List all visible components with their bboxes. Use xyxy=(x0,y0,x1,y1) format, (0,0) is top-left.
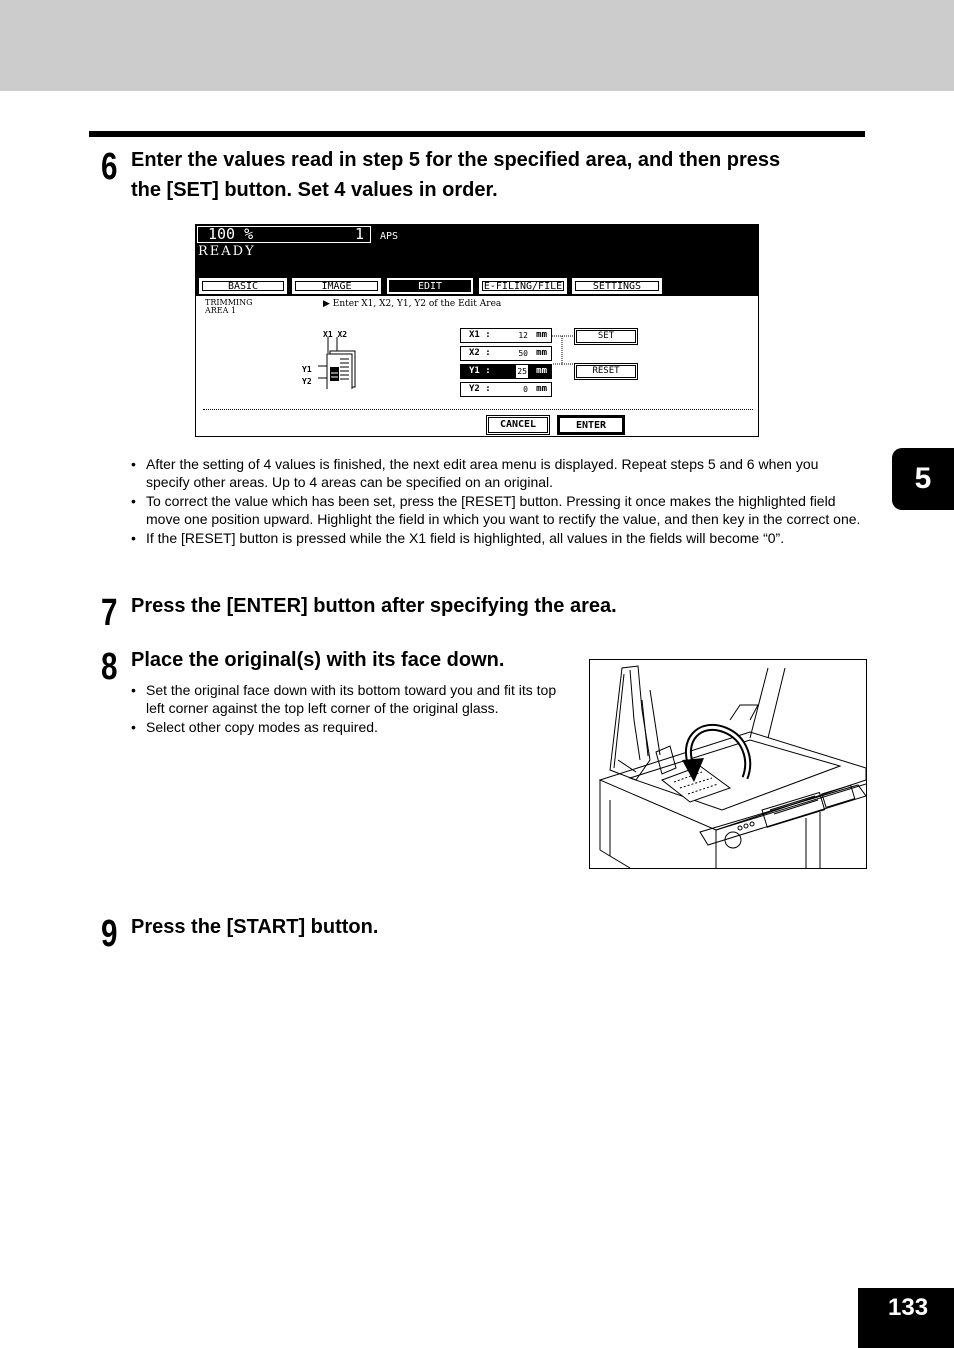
copy-count: 1 xyxy=(354,225,364,243)
field-y1-name: Y1 : xyxy=(469,366,491,376)
field-y1-value: 25 xyxy=(517,367,527,376)
step-6-number: 6 xyxy=(101,146,118,188)
field-connector-lines xyxy=(552,333,576,373)
list-item: • Set the original face down with its bottom toward you and fit its top left corner against the top left corner of the original glass. xyxy=(131,681,571,718)
list-item: • To correct the value which has been set, press the [RESET] button. Pressing it once makes the highlighted field move one position upward. Highlight the field in which you want to rectify the value, and then key in the correct one. xyxy=(131,492,861,529)
field-y2[interactable] xyxy=(460,382,552,397)
field-x2-value: 50 xyxy=(518,349,528,358)
trim-area-diagram-icon xyxy=(314,337,359,389)
mode-label-line1: TRIMMING xyxy=(205,298,253,307)
field-y2-name: Y2 : xyxy=(469,384,491,394)
enter-button[interactable]: ENTER xyxy=(557,415,625,435)
list-item: • After the setting of 4 values is finished, the next edit area menu is displayed. Repeat steps 5 and 6 when you specify other areas. Up to 4 areas can be specified on an original. xyxy=(131,455,861,492)
list-item: • Select other copy modes as required. xyxy=(131,718,571,736)
header-band xyxy=(0,0,954,91)
diagram-y2-label: Y2 xyxy=(302,377,312,386)
step-6-title-line2: the [SET] button. Set 4 values in order. xyxy=(131,179,498,201)
step-8-notes xyxy=(131,681,571,736)
step-7-title: Press the [ENTER] button after specifying the area. xyxy=(131,595,617,617)
field-x1-unit: mm xyxy=(536,330,547,340)
field-y1-unit: mm xyxy=(536,366,547,376)
cancel-button[interactable]: CANCEL xyxy=(486,415,550,435)
panel-divider xyxy=(203,409,753,410)
field-y2-unit: mm xyxy=(536,384,547,394)
step-9-number: 9 xyxy=(101,913,118,955)
zoom-ratio: 100 % xyxy=(208,225,254,243)
page-number: 133 xyxy=(858,1288,954,1348)
field-x1-name: X1 : xyxy=(469,330,491,340)
field-x1[interactable] xyxy=(460,328,552,343)
field-x2[interactable] xyxy=(460,346,552,361)
panel-instruction: ▶ Enter X1, X2, Y1, Y2 of the Edit Area xyxy=(323,299,502,309)
field-y2-value: 0 xyxy=(523,385,528,394)
copier-illustration xyxy=(589,659,867,869)
tab-e-filing-file[interactable]: E-FILING/FILE xyxy=(479,278,567,294)
section-rule xyxy=(89,131,865,137)
aps-indicator: APS xyxy=(380,231,399,242)
tab-edit[interactable]: EDIT xyxy=(387,278,473,294)
mode-label-line2: AREA 1 xyxy=(205,306,237,315)
field-x1-value: 12 xyxy=(518,331,528,340)
step-6-title xyxy=(131,145,871,205)
copier-touch-panel xyxy=(195,224,759,437)
set-button[interactable]: SET xyxy=(574,328,638,345)
copier-placing-original-image xyxy=(590,660,866,868)
tab-basic[interactable]: BASIC xyxy=(199,278,287,294)
zoom-copies-box xyxy=(197,226,371,243)
tab-settings[interactable]: SETTINGS xyxy=(572,278,662,294)
chapter-tab: 5 xyxy=(892,448,954,510)
diagram-y1-label: Y1 xyxy=(302,365,312,374)
ready-status: READY xyxy=(198,244,256,259)
step-9-title: Press the [START] button. xyxy=(131,916,379,938)
tab-image[interactable]: IMAGE xyxy=(292,278,381,294)
field-x2-unit: mm xyxy=(536,348,547,358)
mode-label xyxy=(205,299,252,315)
step-7-number: 7 xyxy=(101,592,118,634)
step-6-notes xyxy=(131,455,861,547)
step-8-title: Place the original(s) with its face down. xyxy=(131,649,505,671)
field-y1[interactable] xyxy=(460,364,552,379)
field-x2-name: X2 : xyxy=(469,348,491,358)
step-8-number: 8 xyxy=(101,646,118,688)
reset-button[interactable]: RESET xyxy=(574,363,638,380)
list-item: • If the [RESET] button is pressed while the X1 field is highlighted, all values in the fields will become “0”. xyxy=(131,529,861,547)
panel-status-area xyxy=(196,225,758,296)
step-6-title-line1: Enter the values read in step 5 for the specified area, and then press xyxy=(131,149,781,171)
diagram-x-label: X1 X2 xyxy=(323,330,348,339)
